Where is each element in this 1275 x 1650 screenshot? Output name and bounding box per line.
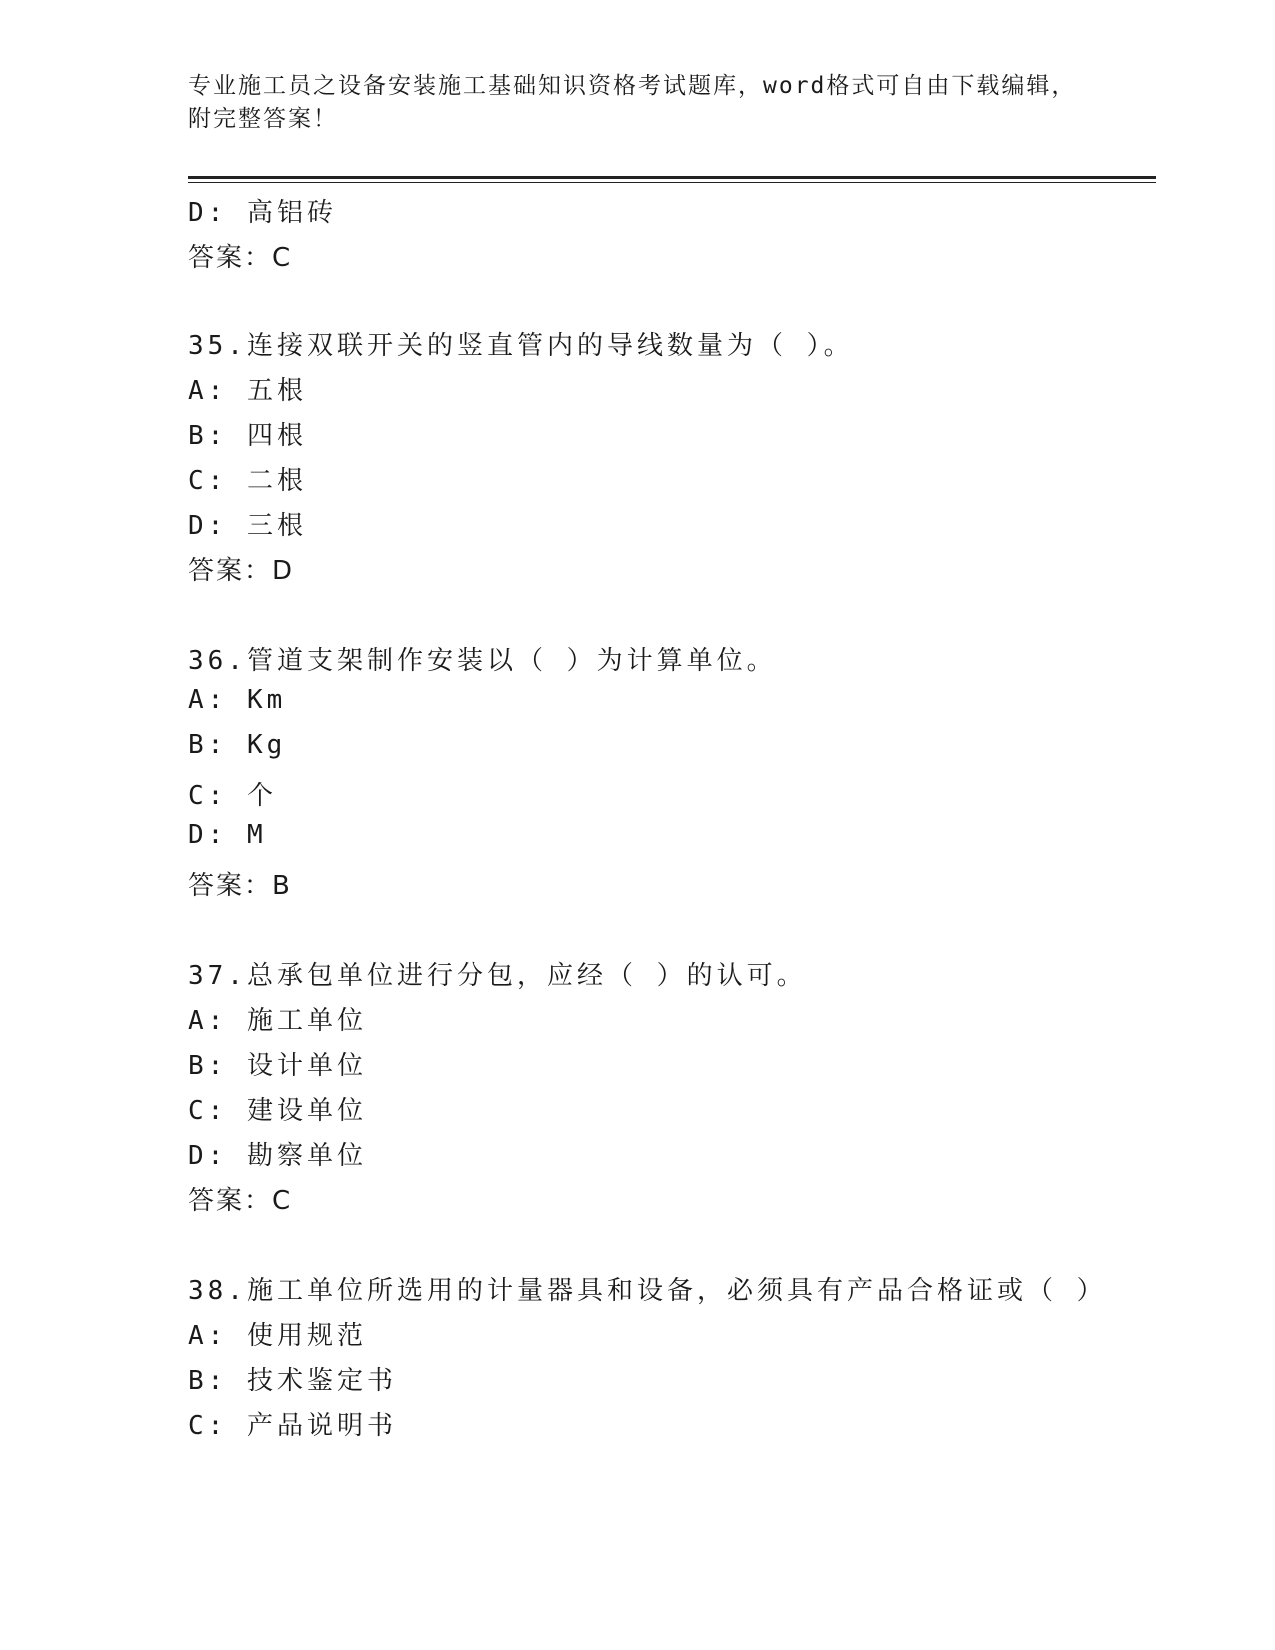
question-38-option-a: A: 使用规范 [188, 1321, 367, 1351]
question-36-answer: 答案：B [188, 871, 292, 901]
question-38-option-b: B: 技术鉴定书 [188, 1366, 397, 1396]
prev-answer: 答案：C [188, 243, 293, 273]
question-37-option-a: A: 施工单位 [188, 1006, 367, 1036]
question-38-stem: 38.施工单位所选用的计量器具和设备，必须具有产品合格证或（ ） [188, 1276, 1107, 1306]
question-35-option-d: D: 三根 [188, 511, 307, 541]
question-35-answer: 答案：D [188, 556, 295, 586]
question-37-option-b: B: 设计单位 [188, 1051, 367, 1081]
question-35-option-a: A: 五根 [188, 376, 307, 406]
question-37-stem: 37.总承包单位进行分包，应经（ ）的认可。 [188, 961, 807, 991]
header-line-2: 附完整答案！ [188, 106, 338, 132]
question-38-option-c: C: 产品说明书 [188, 1411, 397, 1441]
document-header [188, 70, 1088, 136]
question-37-option-d: D: 勘察单位 [188, 1141, 367, 1171]
header-rule-thin [188, 182, 1156, 183]
prev-option-d: D: 高铝砖 [188, 198, 337, 228]
question-36-stem: 36.管道支架制作安装以（ ）为计算单位。 [188, 646, 777, 676]
header-line-1: 专业施工员之设备安装施工基础知识资格考试题库，word格式可自由下载编辑， [188, 73, 1077, 99]
question-35-option-b: B: 四根 [188, 421, 307, 451]
question-36-option-a: A: Km [188, 685, 287, 715]
question-36-option-d: D: M [188, 820, 267, 850]
question-36-option-b: B: Kg [188, 730, 287, 760]
question-35-option-c: C: 二根 [188, 466, 307, 496]
question-37-answer: 答案：C [188, 1186, 293, 1216]
question-35-stem: 35.连接双联开关的竖直管内的导线数量为（ ）。 [188, 331, 854, 361]
question-37-option-c: C: 建设单位 [188, 1096, 367, 1126]
header-rule-thick [188, 176, 1156, 179]
question-36-option-c: C: 个 [188, 781, 277, 811]
